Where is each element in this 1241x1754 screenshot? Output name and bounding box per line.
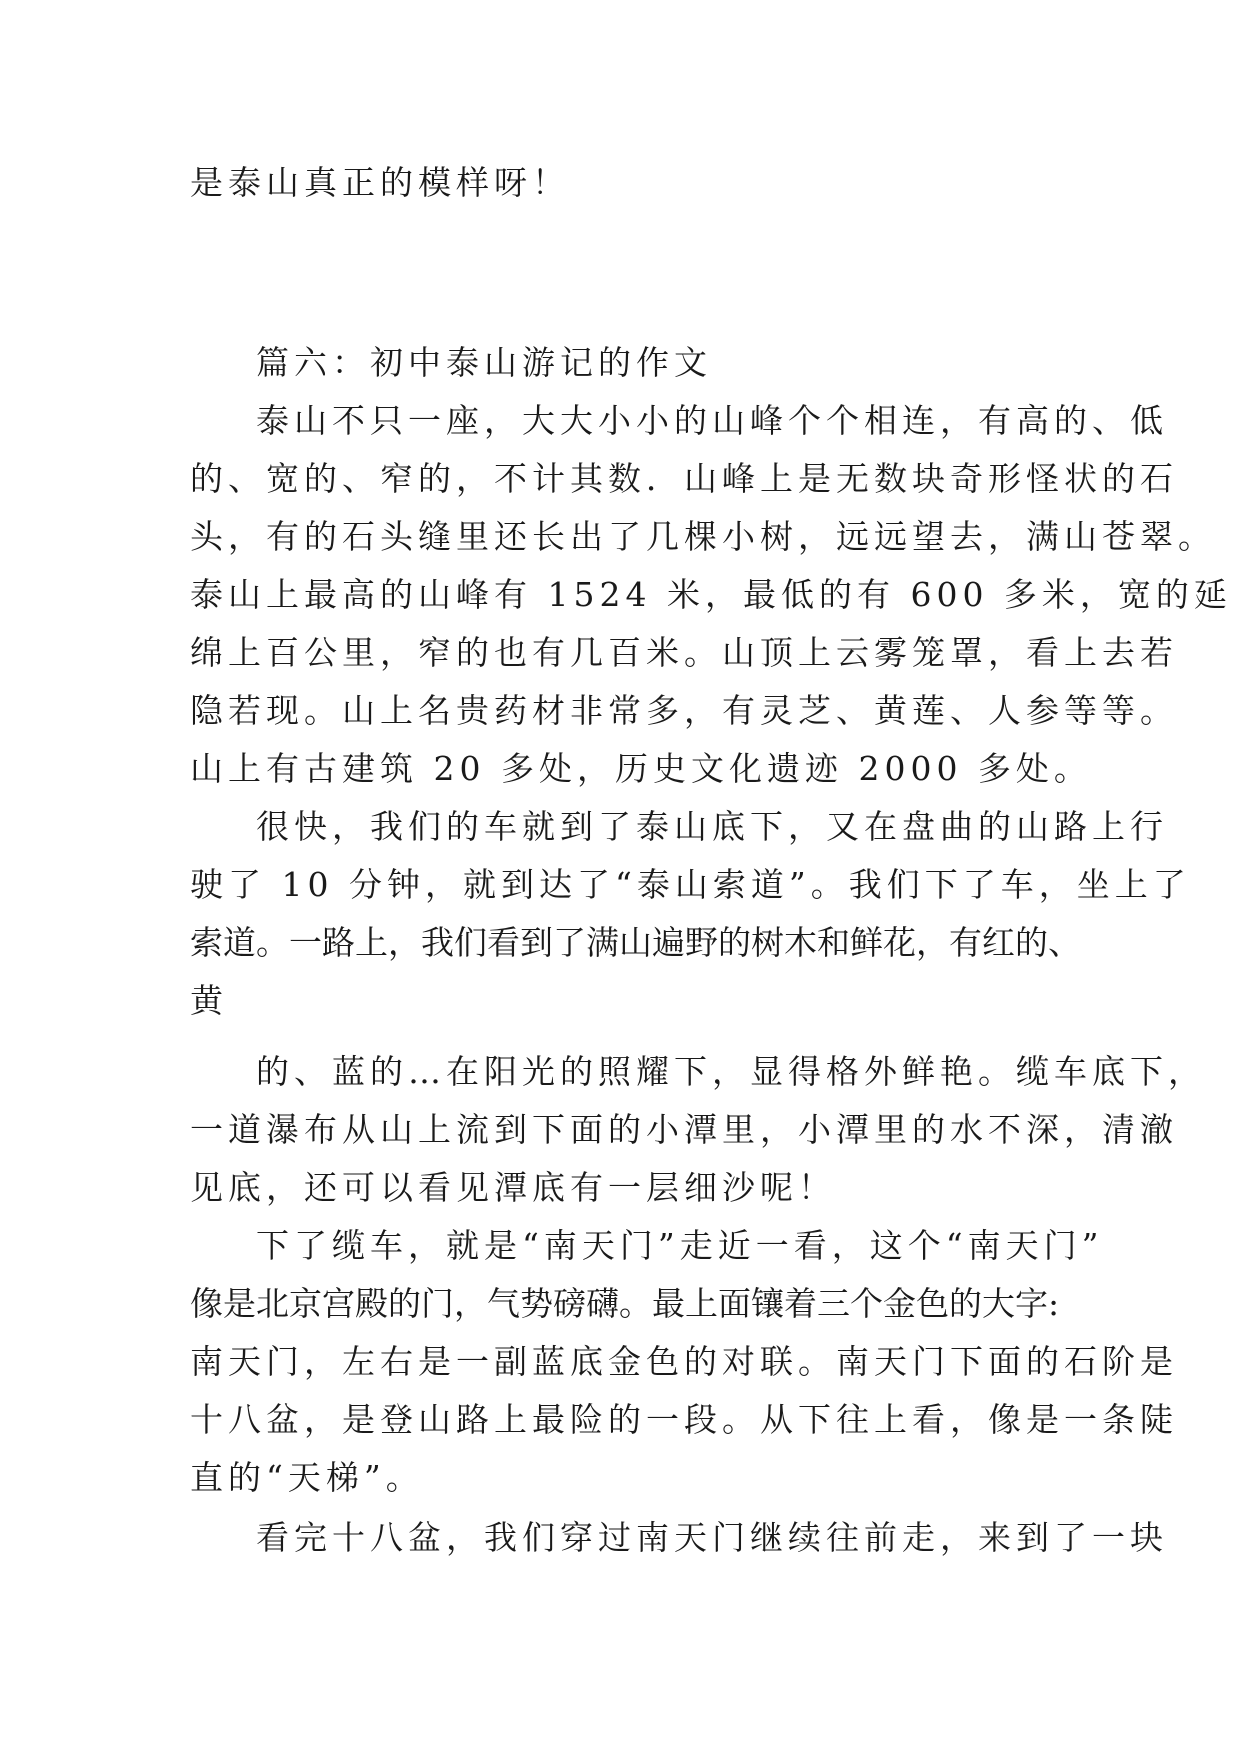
text-line: 很快，我们的车就到了泰山底下，又在盘曲的山路上行: [256, 807, 1168, 846]
text-line: 是泰山真正的模样呀！: [190, 163, 570, 202]
text-line: 黄: [190, 981, 228, 1020]
text-line: 见底，还可以看见潭底有一层细沙呢！: [190, 1168, 836, 1207]
text-line: 十八盆，是登山路上最险的一段。从下往上看，像是一条陡: [190, 1400, 1178, 1439]
text-line: 泰山不只一座，大大小小的山峰个个相连，有高的、低: [256, 401, 1168, 440]
text-line: 看完十八盆，我们穿过南天门继续往前走，来到了一块: [256, 1518, 1168, 1557]
text-line: 驶了 10 分钟，就到达了“泰山索道”。我们下了车，坐上了: [190, 865, 1191, 904]
text-line: 绵上百公里，窄的也有几百米。山顶上云雾笼罩，看上去若: [190, 633, 1178, 672]
text-line: 头，有的石头缝里还长出了几棵小树，远远望去，满山苍翠。: [190, 517, 1216, 556]
text-line: 索道。一路上，我们看到了满山遍野的树木和鲜花，有红的、: [190, 923, 1081, 962]
text-line: 的、宽的、窄的，不计其数．山峰上是无数块奇形怪状的石: [190, 459, 1178, 498]
text-line: 山上有古建筑 20 多处，历史文化遗迹 2000 多处。: [190, 749, 1092, 788]
text-line: 直的“天梯”。: [190, 1458, 424, 1497]
text-line: 像是北京宫殿的门，气势磅礴。最上面镶着三个金色的大字:: [190, 1284, 1060, 1323]
text-line: 一道瀑布从山上流到下面的小潭里，小潭里的水不深，清澈: [190, 1110, 1178, 1149]
section-heading: 篇六：初中泰山游记的作文: [256, 343, 712, 382]
text-line: 下了缆车，就是“南天门”走近一看，这个“南天门”: [256, 1226, 1104, 1265]
text-line: 隐若现。山上名贵药材非常多，有灵芝、黄莲、人参等等。: [190, 691, 1178, 730]
text-line: 泰山上最高的山峰有 1524 米，最低的有 600 多米，宽的延: [190, 575, 1232, 614]
text-line: 南天门，左右是一副蓝底金色的对联。南天门下面的石阶是: [190, 1342, 1178, 1381]
text-line: 的、蓝的…在阳光的照耀下，显得格外鲜艳。缆车底下，: [256, 1052, 1206, 1091]
